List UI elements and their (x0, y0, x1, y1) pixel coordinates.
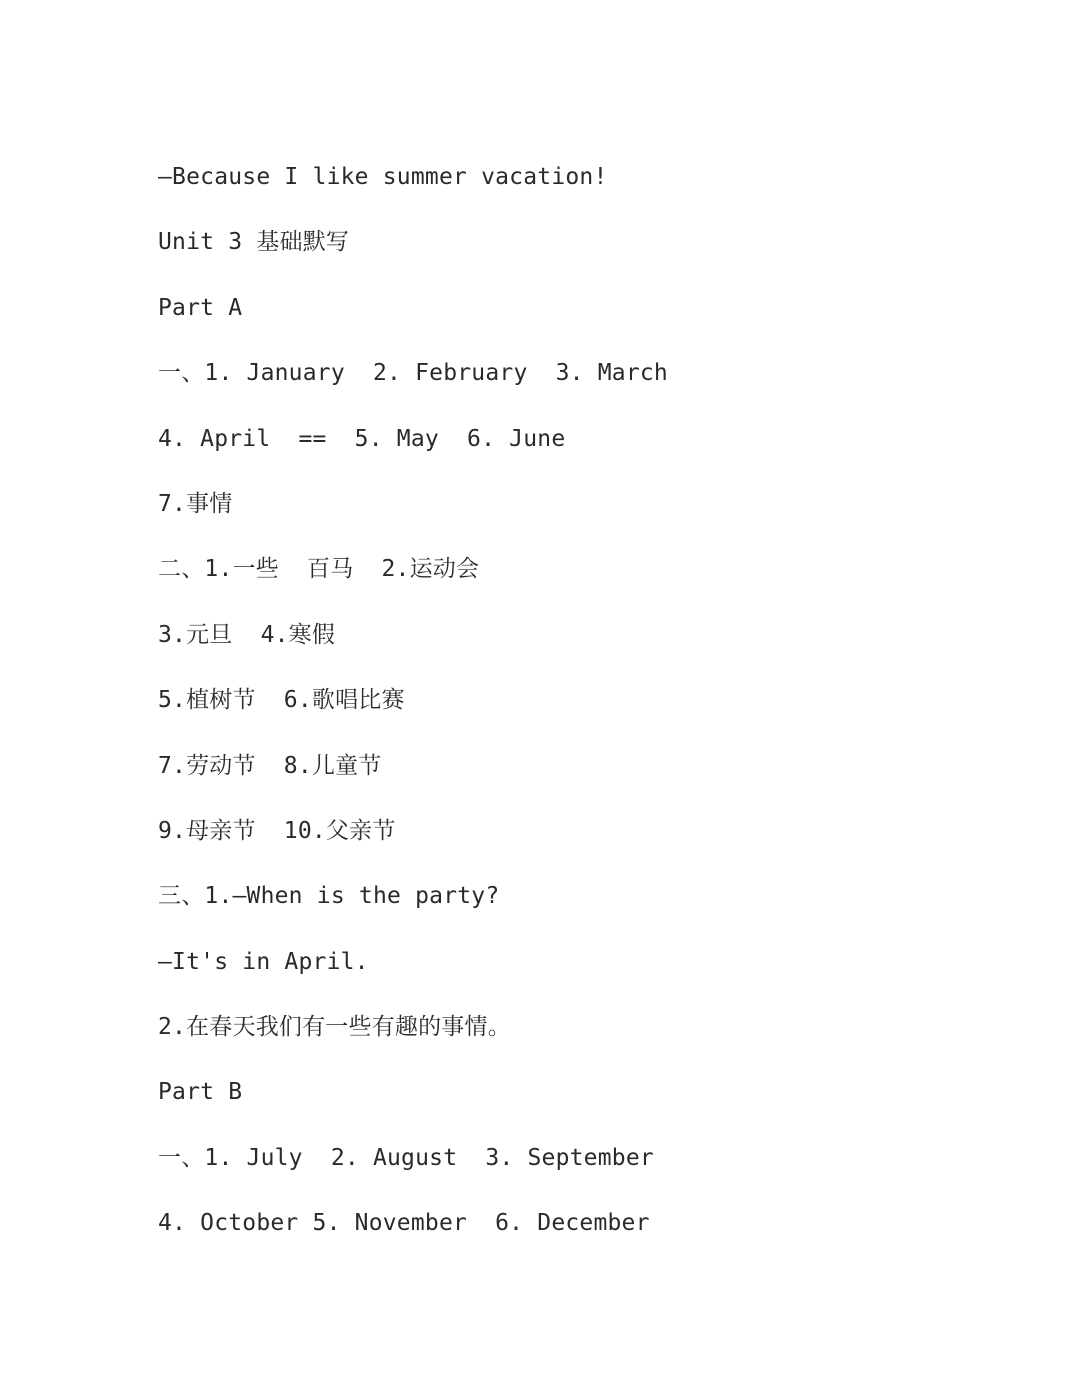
part-b-line-1: 一、1. July 2. August 3. September (158, 1144, 654, 1171)
section-2-line-5: 9.母亲节 10.父亲节 (158, 817, 396, 844)
dialogue-line: —Because I like summer vacation! (158, 164, 608, 190)
section-2-line-2: 3.元旦 4.寒假 (158, 621, 336, 648)
section-3-answer: —It's in April. (158, 948, 369, 975)
section-1-line-2: 4. April == 5. May 6. June (158, 425, 566, 452)
part-b-line-2: 4. October 5. November 6. December (158, 1210, 650, 1237)
section-1-line-3: 7.事情 (158, 490, 233, 517)
unit-heading: Unit 3 基础默写 (158, 229, 350, 256)
section-1-line-1: 一、1. January 2. February 3. March (158, 360, 668, 387)
section-3-translation: 2.在春天我们有一些有趣的事情。 (158, 1014, 511, 1041)
part-b-heading: Part B (158, 1079, 243, 1106)
section-2-line-4: 7.劳动节 8.儿童节 (158, 752, 382, 779)
section-2-line-3: 5.植树节 6.歌唱比赛 (158, 687, 405, 714)
answer-key-text (158, 154, 1018, 1266)
part-a-heading: Part A (158, 294, 243, 321)
section-2-line-1: 二、1.一些 百马 2.运动会 (158, 556, 480, 583)
section-3-question: 三、1.—When is the party? (158, 883, 500, 910)
